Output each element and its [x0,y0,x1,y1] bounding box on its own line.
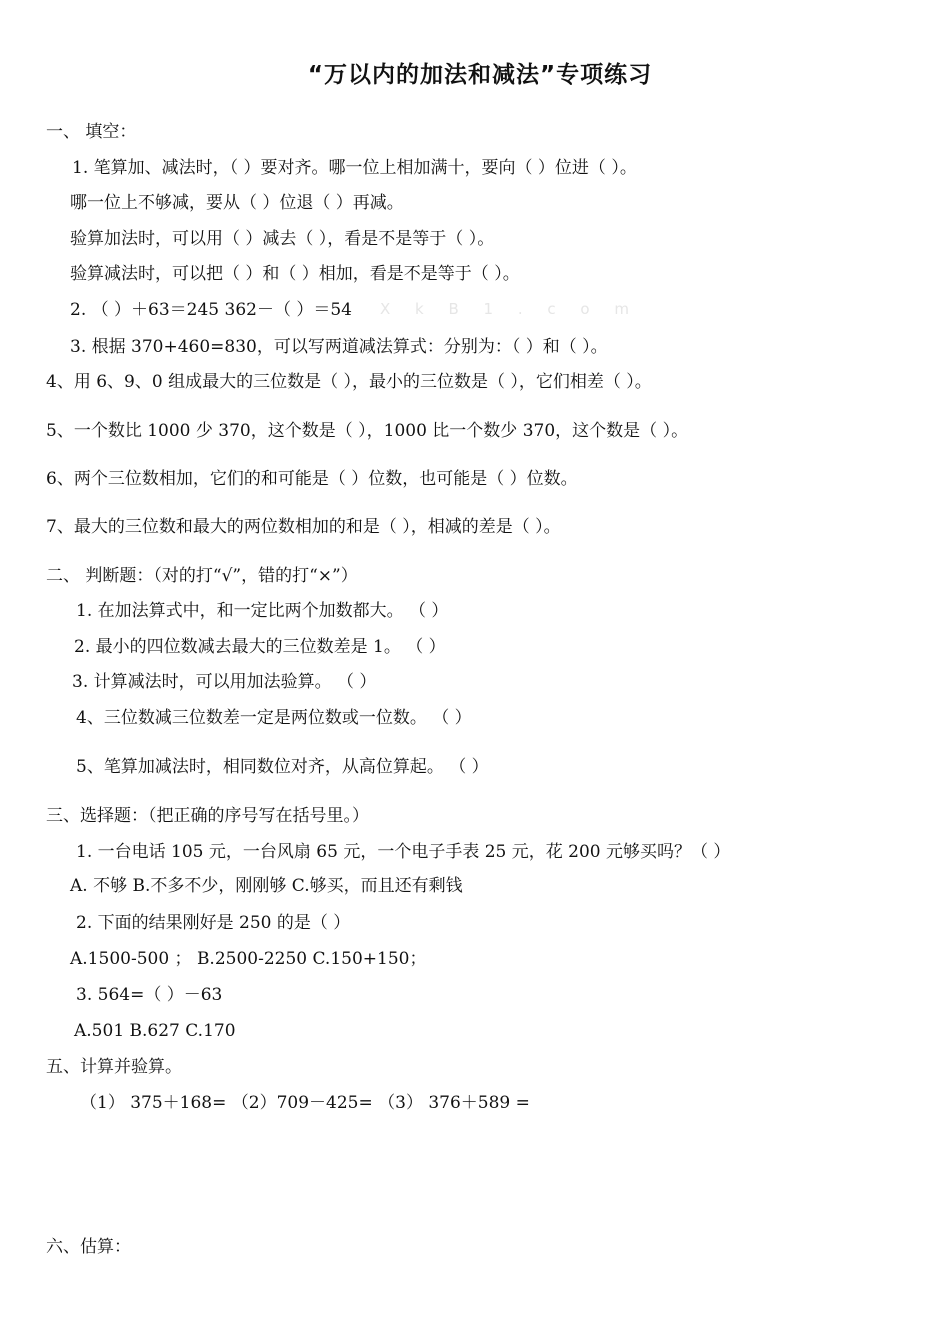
judge-question-4: 4、三位数减三位数差一定是两位数或一位数。 （ ） [76,708,472,728]
choice-question-3-options: A.501 B.627 C.170 [74,1021,236,1041]
section-heading-fill-blank: 一、 填空： [46,122,137,142]
fill-question-7: 7、最大的三位数和最大的两位数相加的和是（ ），相减的差是（ ）。 [46,517,561,537]
fill-question-5: 5、一个数比 1000 少 370，这个数是（ ），1000 比一个数少 370，这个数是（ ）。 [46,421,689,441]
choice-question-3: 3. 564=（ ）－63 [76,985,223,1005]
fill-question-2: 2. （ ）＋63＝245 362－（ ）＝54 [70,300,352,320]
judge-question-3: 3. 计算减法时，可以用加法验算。 （ ） [72,672,377,692]
section-heading-multiple-choice: 三、选择题：（把正确的序号写在括号里。） [46,806,369,826]
fill-question-3: 3. 根据 370+460=830，可以写两道减法算式：分别为：（ ）和（ ）。 [70,337,608,357]
fill-question-1-line1: 1. 笔算加、减法时，（ ）要对齐。哪一位上相加满十，要向（ ）位进（ ）。 [72,158,637,178]
judge-question-5: 5、笔算加减法时，相同数位对齐，从高位算起。 （ ） [76,757,489,777]
choice-question-2-options: A.1500-500 ； B.2500-2250 C.150+150； [70,949,427,969]
choice-question-1: 1. 一台电话 105 元，一台风扇 65 元，一个电子手表 25 元，花 200 元够买吗？（ ） [76,842,731,862]
choice-question-2: 2. 下面的结果刚好是 250 的是（ ） [76,913,351,933]
watermark: X k B 1 . c o m [380,300,639,318]
section-heading-calculate: 五、计算并验算。 [46,1057,182,1077]
fill-question-1-line2: 哪一位上不够减，要从（ ）位退（ ）再减。 [70,193,404,213]
page-title: “万以内的加法和减法”专项练习 [307,62,653,88]
section-heading-true-false: 二、 判断题：（对的打“√”，错的打“×”） [46,566,358,586]
fill-question-6: 6、两个三位数相加，它们的和可能是（ ）位数，也可能是（ ）位数。 [46,469,578,489]
section-heading-estimate: 六、估算： [46,1237,131,1257]
fill-question-1-line3: 验算加法时，可以用（ ）减去（ ），看是不是等于（ ）。 [70,229,495,249]
judge-question-2: 2. 最小的四位数减去最大的三位数差是 1。 （ ） [74,637,446,657]
fill-question-4: 4、用 6、9、0 组成最大的三位数是（ ），最小的三位数是（ ），它们相差（ ）。 [46,372,652,392]
choice-question-1-options: A. 不够 B.不多不少，刚刚够 C.够买，而且还有剩钱 [70,876,463,896]
judge-question-1: 1. 在加法算式中，和一定比两个加数都大。 （ ） [76,601,449,621]
fill-question-1-line4: 验算减法时，可以把（ ）和（ ）相加，看是不是等于（ ）。 [70,264,520,284]
calculation-problems: （1） 375＋168= （2）709－425= （3） 376＋589 = [80,1093,530,1113]
